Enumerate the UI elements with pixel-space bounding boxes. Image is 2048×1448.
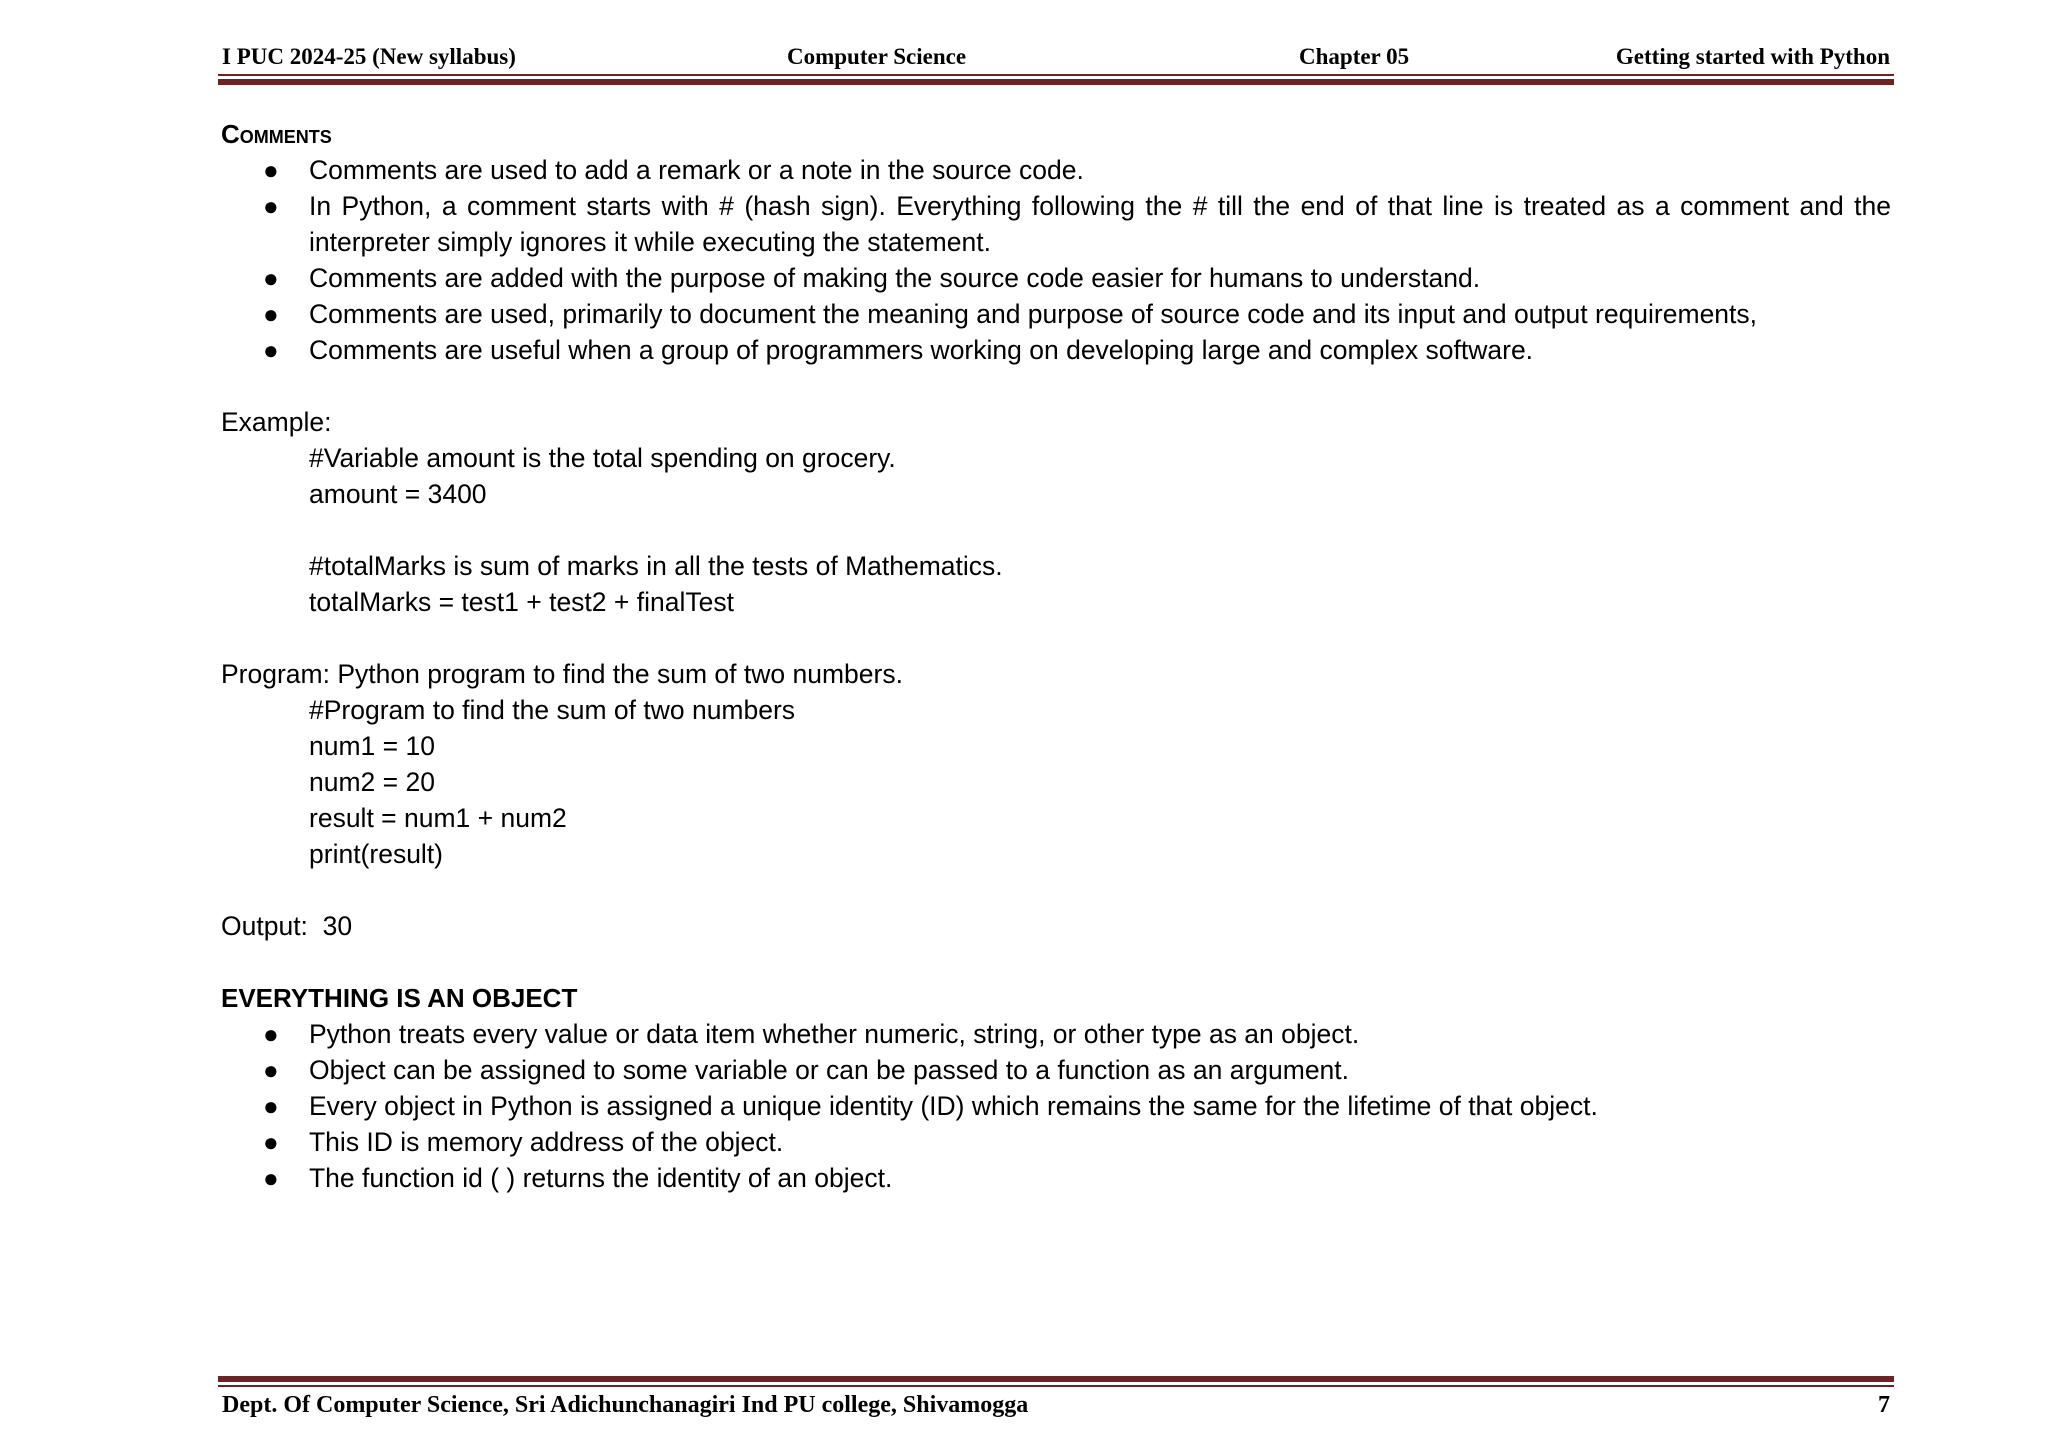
program-code-line: num1 = 10 <box>309 731 435 761</box>
comments-bullet-list <box>221 152 1891 368</box>
spacer <box>221 368 1891 404</box>
spacer <box>221 872 1891 908</box>
program-code-line: num2 = 20 <box>309 767 435 797</box>
example-code-line: #totalMarks is sum of marks in all the tests of Mathematics. <box>309 551 1003 581</box>
bullet-icon: ● <box>263 1163 279 1193</box>
bullet-icon: ● <box>263 1127 279 1157</box>
example-code-line <box>221 512 1891 548</box>
footer-rule-thick <box>218 1376 1894 1382</box>
example-code-line: #Variable amount is the total spending on grocery. <box>309 443 896 473</box>
program-code-line: result = num1 + num2 <box>309 803 567 833</box>
bullet-icon: ● <box>263 155 279 185</box>
list-item: ● This ID is memory address of the object. <box>221 1124 1891 1160</box>
list-item: ● Python treats every value or data item whether numeric, string, or other type as an object. <box>221 1016 1891 1052</box>
header-topic: Getting started with Python <box>1615 44 1890 69</box>
bullet-icon: ● <box>263 263 279 293</box>
list-item: ● Object can be assigned to some variable or can be passed to a function as an argument. <box>221 1052 1891 1088</box>
spacer <box>221 944 1891 980</box>
bullet-icon: ● <box>263 335 279 365</box>
program-code-line: print(result) <box>309 839 444 869</box>
page-number: 7 <box>1878 1392 1890 1418</box>
header-rule-thick <box>218 79 1894 85</box>
output-label: Output: 30 <box>221 911 353 941</box>
list-item: ● In Python, a comment starts with # (hash sign). Everything following the # till the end of that line is treated as a comment and the interpreter simply ignores it while executing the statement. <box>221 188 1891 260</box>
list-item: ● The function id ( ) returns the identity of an object. <box>221 1160 1891 1196</box>
header-course: I PUC 2024-25 (New syllabus) <box>222 44 516 69</box>
page-footer <box>222 1392 1890 1424</box>
spacer <box>221 620 1891 656</box>
program-label: Program: Python program to find the sum of two numbers. <box>221 659 903 689</box>
object-bullet-list <box>221 1016 1891 1196</box>
page-header <box>222 44 1890 76</box>
footer-department: Dept. Of Computer Science, Sri Adichunchanagiri Ind PU college, Shivamogga <box>222 1392 1029 1418</box>
bullet-icon: ● <box>263 1055 279 1085</box>
header-rule-thin <box>218 74 1894 76</box>
list-item: ● Comments are useful when a group of programmers working on developing large and complex software. <box>221 332 1891 368</box>
list-item: ● Comments are added with the purpose of making the source code easier for humans to understand. <box>221 260 1891 296</box>
footer-rule-thin <box>218 1385 1894 1387</box>
page-content <box>221 116 1891 1196</box>
example-label: Example: <box>221 407 332 437</box>
header-chapter: Chapter 05 <box>1299 44 1410 69</box>
bullet-icon: ● <box>263 1019 279 1049</box>
bullet-icon: ● <box>263 1091 279 1121</box>
example-code-line: totalMarks = test1 + test2 + finalTest <box>309 587 734 617</box>
bullet-icon: ● <box>263 191 279 221</box>
program-code-line: #Program to find the sum of two numbers <box>309 695 796 725</box>
bullet-icon: ● <box>263 299 279 329</box>
list-item: ● Every object in Python is assigned a unique identity (ID) which remains the same for the lifetime of that object. <box>221 1088 1891 1124</box>
list-item: ● Comments are used, primarily to document the meaning and purpose of source code and its input and output requirements, <box>221 296 1891 332</box>
header-subject: Computer Science <box>787 44 967 69</box>
comments-heading: Comments <box>221 119 332 149</box>
object-heading: EVERYTHING IS AN OBJECT <box>221 983 578 1013</box>
list-item: ● Comments are used to add a remark or a note in the source code. <box>221 152 1891 188</box>
example-code-line: amount = 3400 <box>309 479 487 509</box>
